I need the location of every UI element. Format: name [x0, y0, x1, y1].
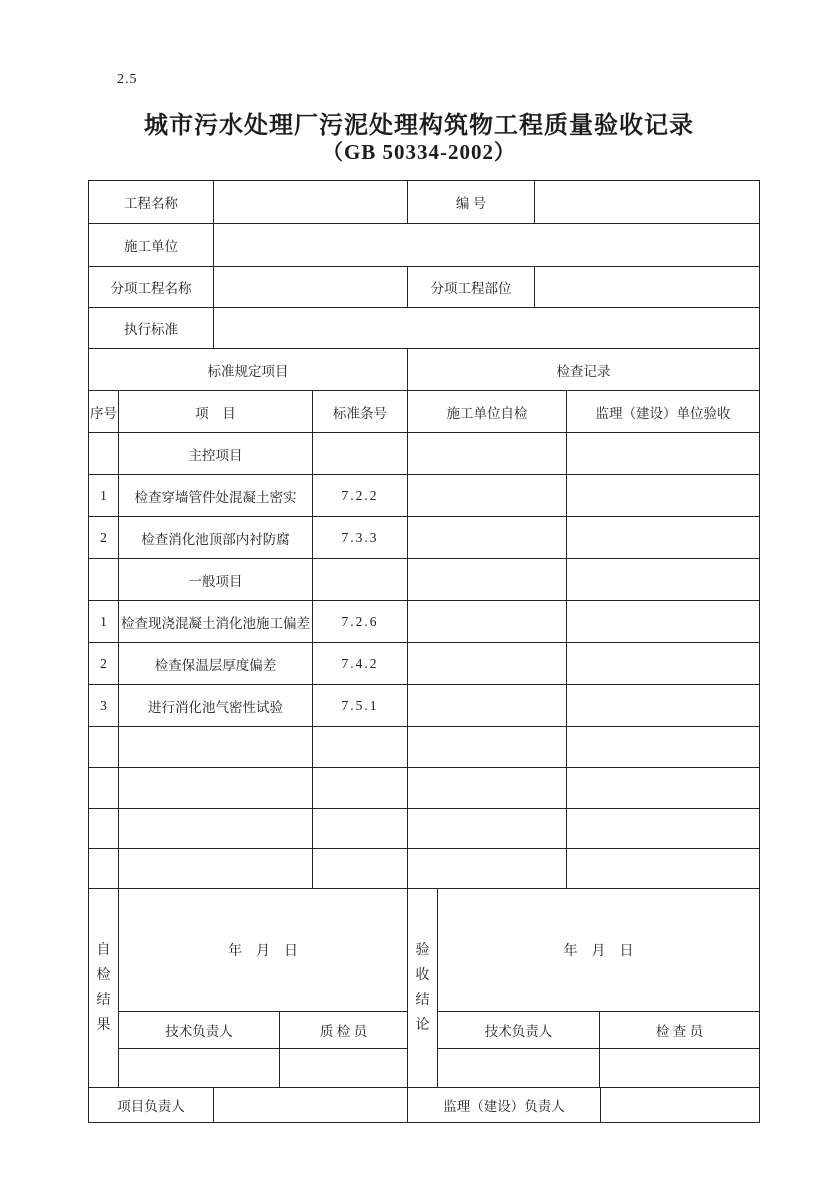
self-check-cell[interactable]: [408, 433, 567, 475]
clause-cell: [313, 559, 408, 601]
supervision-cell[interactable]: [567, 643, 760, 685]
supervision-cell[interactable]: [567, 849, 760, 889]
self-check-cell[interactable]: [408, 559, 567, 601]
clause-cell: 7.2.2: [313, 475, 408, 517]
item-cell: 进行消化池气密性试验: [119, 685, 313, 727]
seq-cell[interactable]: [89, 809, 119, 849]
supervision-cell[interactable]: [567, 727, 760, 768]
quality-inspector-signature-cell[interactable]: [280, 1049, 408, 1088]
self-check-date-cell[interactable]: [119, 889, 408, 1012]
project-name-value-cell[interactable]: [214, 181, 408, 224]
empty-row: [89, 727, 760, 768]
item-cell[interactable]: [119, 849, 313, 889]
self-check-tech-lead-signature-cell[interactable]: [119, 1049, 280, 1088]
check-record-header: 检查记录: [408, 349, 760, 391]
acceptance-date-cell[interactable]: [438, 889, 760, 1012]
self-check-tech-lead-label: 技术负责人: [119, 1012, 280, 1049]
execution-standard-value-cell[interactable]: [214, 308, 760, 349]
self-check-header: 施工单位自检: [408, 391, 567, 433]
clause-cell[interactable]: [313, 849, 408, 889]
project-lead-label: 项目负责人: [89, 1088, 214, 1123]
page-subtitle: （GB 50334-2002）: [321, 140, 517, 164]
footer-table: [88, 1087, 760, 1123]
item-header: 项 目: [119, 391, 313, 433]
empty-row: [89, 809, 760, 849]
clause-cell[interactable]: [313, 727, 408, 768]
item-cell: 检查保温层厚度偏差: [119, 643, 313, 685]
empty-row: [89, 768, 760, 809]
seq-cell[interactable]: [89, 768, 119, 809]
table-row: [89, 685, 760, 727]
item-cell[interactable]: [119, 727, 313, 768]
supervision-cell[interactable]: [567, 768, 760, 809]
clause-cell: 7.4.2: [313, 643, 408, 685]
subproject-name-value-cell[interactable]: [214, 267, 408, 308]
construction-unit-label: 施工单位: [89, 224, 214, 267]
seq-cell: 2: [89, 517, 119, 559]
subproject-location-label: 分项工程部位: [408, 267, 535, 308]
self-check-result-label: 自检结果: [89, 889, 119, 1088]
supervision-cell[interactable]: [567, 809, 760, 849]
table-row: [89, 517, 760, 559]
construction-unit-value-cell[interactable]: [214, 224, 760, 267]
clause-cell: 7.2.6: [313, 601, 408, 643]
self-check-date-placeholder: 年 月 日: [228, 944, 298, 959]
self-check-cell[interactable]: [408, 768, 567, 809]
acceptance-date-placeholder: 年 月 日: [563, 944, 634, 959]
acceptance-tech-lead-signature-cell[interactable]: [438, 1049, 600, 1088]
item-cell: 检查消化池顶部内衬防腐: [119, 517, 313, 559]
item-cell[interactable]: [119, 768, 313, 809]
clause-cell: [313, 433, 408, 475]
standard-items-header: 标准规定项目: [89, 349, 408, 391]
supervision-cell[interactable]: [567, 433, 760, 475]
supervision-cell[interactable]: [567, 559, 760, 601]
self-check-cell[interactable]: [408, 685, 567, 727]
project-name-label: 工程名称: [89, 181, 214, 224]
item-cell: 主控项目: [119, 433, 313, 475]
item-cell: 检查穿墙管件处混凝土密实: [119, 475, 313, 517]
self-check-cell[interactable]: [408, 601, 567, 643]
quality-inspector-label: 质 检 员: [280, 1012, 408, 1049]
number-value-cell[interactable]: [535, 181, 760, 224]
supervision-cell[interactable]: [567, 475, 760, 517]
table-row: [89, 559, 760, 601]
supervision-cell[interactable]: [567, 685, 760, 727]
project-info-table: [88, 180, 760, 349]
execution-standard-label: 执行标准: [89, 308, 214, 349]
table-row: [89, 475, 760, 517]
acceptance-conclusion-label: 验收结论: [408, 889, 438, 1088]
supervision-cell[interactable]: [567, 601, 760, 643]
section-number: 2.5: [117, 72, 138, 87]
item-cell: 一般项目: [119, 559, 313, 601]
clause-cell[interactable]: [313, 809, 408, 849]
subproject-name-label: 分项工程名称: [89, 267, 214, 308]
table-row: [89, 433, 760, 475]
seq-cell: [89, 559, 119, 601]
number-label: 编 号: [408, 181, 535, 224]
supervision-lead-label: 监理（建设）负责人: [408, 1088, 601, 1123]
inspector-signature-cell[interactable]: [600, 1049, 760, 1088]
inspector-label: 检 查 员: [600, 1012, 760, 1049]
clause-header: 标准条号: [313, 391, 408, 433]
self-check-cell[interactable]: [408, 475, 567, 517]
project-lead-value-cell[interactable]: [214, 1088, 408, 1123]
seq-cell[interactable]: [89, 727, 119, 768]
seq-header: 序号: [89, 391, 119, 433]
clause-cell: 7.5.1: [313, 685, 408, 727]
item-cell: 检查现浇混凝土消化池施工偏差: [119, 601, 313, 643]
table-row: [89, 601, 760, 643]
signature-section-table: [88, 888, 760, 1088]
self-check-cell[interactable]: [408, 849, 567, 889]
clause-cell: 7.3.3: [313, 517, 408, 559]
subproject-location-value-cell[interactable]: [535, 267, 760, 308]
self-check-cell[interactable]: [408, 809, 567, 849]
clause-cell[interactable]: [313, 768, 408, 809]
seq-cell: 3: [89, 685, 119, 727]
seq-cell: 1: [89, 601, 119, 643]
table-row: [89, 643, 760, 685]
supervision-cell[interactable]: [567, 517, 760, 559]
self-check-cell[interactable]: [408, 517, 567, 559]
page-title: 城市污水处理厂污泥处理构筑物工程质量验收记录: [144, 113, 694, 139]
self-check-cell[interactable]: [408, 727, 567, 768]
item-cell[interactable]: [119, 809, 313, 849]
supervision-lead-value-cell[interactable]: [601, 1088, 760, 1123]
acceptance-tech-lead-label: 技术负责人: [438, 1012, 600, 1049]
supervision-header: 监理（建设）单位验收: [567, 391, 760, 433]
seq-cell: 2: [89, 643, 119, 685]
seq-cell: 1: [89, 475, 119, 517]
empty-row: [89, 849, 760, 889]
self-check-cell[interactable]: [408, 643, 567, 685]
seq-cell[interactable]: [89, 849, 119, 889]
check-items-table: [88, 348, 760, 889]
seq-cell: [89, 433, 119, 475]
